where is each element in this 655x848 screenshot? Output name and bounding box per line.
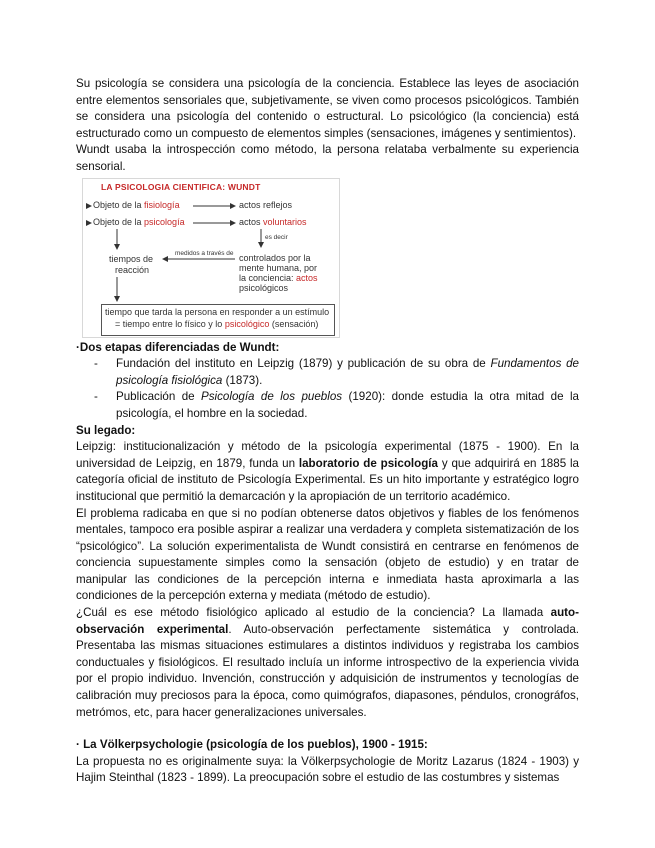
intro-paragraph-2: Wundt usaba la introspección como método, la persona relataba verbalmente su experiencia sensorial. (76, 143, 579, 173)
legado-paragraph-2: El problema radicaba en que si no podían obtenerse datos objetivos y fiables de los fenómenos mentales, tampoco era posible aspirar a realizar una verdadera y completa sistematización de los “psicológico”. La solución experimentalista de Wundt consistirá en centrarse en fenómenos de conciencia supuestamente simples como la sensación (objeto de estudio) y en tratar de manipular las condiciones de la percepción interna e inmediata hasta aproximarla a las condiciones de la percepción externa y mediata (método de estudio). (76, 506, 579, 603)
diagram-objeto-fisiologia: Objeto de la fisiología (93, 199, 180, 210)
diagram-box-line-2: = tiempo entre lo físico y lo psicológico (sensación) (115, 318, 319, 329)
volker-paragraph-1: La propuesta no es originalmente suya: la Völkerpsychologie de Moritz Lazarus (1824 - 1903) y Hajim Steinthal (1823 - 1899). La preocupación sobre el estudio de las costumbres y sistemas (76, 754, 579, 785)
etapas-item-2: - Publicación de Psicología de los pueblos (1920): donde estudia la otra mitad de la psicología, el hombre en la sociedad. (94, 390, 579, 420)
legado-paragraph-1: Leipzig: institucionalización y método de la psicología experimental (1875 - 1900). En la universidad de Leipzig, en 1879, funda un laboratorio de psicología y que adquirirá en 1885 la categoría oficial de instituto de Psicología Experimental. Es un hito importante y estratégico logro institucional que permitió la demarcación y la apropiación de un territorio académico. (76, 440, 580, 503)
wundt-diagram (82, 178, 340, 338)
diagram-box-line-1: tiempo que tarda la persona en responder a un estímulo (105, 306, 330, 317)
legado-heading: Su legado: (76, 423, 136, 437)
diagram-controlados-2: mente humana, por (239, 262, 318, 273)
diagram-title: LA PSICOLOGIA CIENTIFICA: WUNDT (101, 181, 261, 192)
diagram-tiempos-1: tiempos de (109, 253, 154, 264)
intro-paragraph-1: Su psicología se considera una psicología de la conciencia. Establece las leyes de asociación entre elementos sensoriales que, subjetivamente, se viven como procesos psicológicos. También se considera una psicología del contenido o estructural. Lo psicológico (la conciencia) está estructurado como un compuesto de elementos simples (sensaciones, imágenes y sentimientos). (76, 77, 579, 140)
diagram-controlados-4: psicológicos (239, 282, 289, 293)
diagram-actos-reflejos: actos reflejos (239, 199, 293, 210)
diagram-es-decir: es decir (265, 233, 288, 241)
volker-heading: · La Völkerpsychologie (psicología de los pueblos), 1900 - 1915: (76, 738, 428, 752)
diagram-controlados-1: controlados por la (239, 252, 311, 263)
legado-paragraph-3: ¿Cuál es ese método fisiológico aplicado al estudio de la conciencia? La llamada auto-observación experimental. Auto-observación perfectamente sistemática y controlada. Presentaba las mismas situaciones estimulares a distintos individuos y registraba los cambios conductuales y fisiológicos. El resultado incluía un informe introspectivo de la experiencia vivida por el propio individuo. Invención, construcción y adquisición de instrumentos y tecnologías de calibración muy preciosos para la época, como quimógrafos, diapasones, péndulos, cronográfos, metrómos, etc, para hacer generalizaciones universales. (76, 606, 579, 719)
etapas-heading: ·Dos etapas diferenciadas de Wundt: (76, 340, 280, 354)
etapas-list (76, 356, 579, 422)
diagram-actos-voluntarios: actos voluntarios (239, 216, 307, 227)
diagram-controlados-3: la conciencia: actos (239, 272, 318, 283)
diagram-tiempos-2: reacción (115, 264, 150, 275)
diagram-medidos: medidos a través de (175, 249, 234, 257)
diagram-objeto-psicologia: Objeto de la psicología (93, 216, 185, 227)
etapas-item-1: - Fundación del instituto en Leipzig (1879) y publicación de su obra de Fundamentos de psicología fisiológica (1873). (94, 357, 579, 387)
document-page (76, 76, 579, 787)
